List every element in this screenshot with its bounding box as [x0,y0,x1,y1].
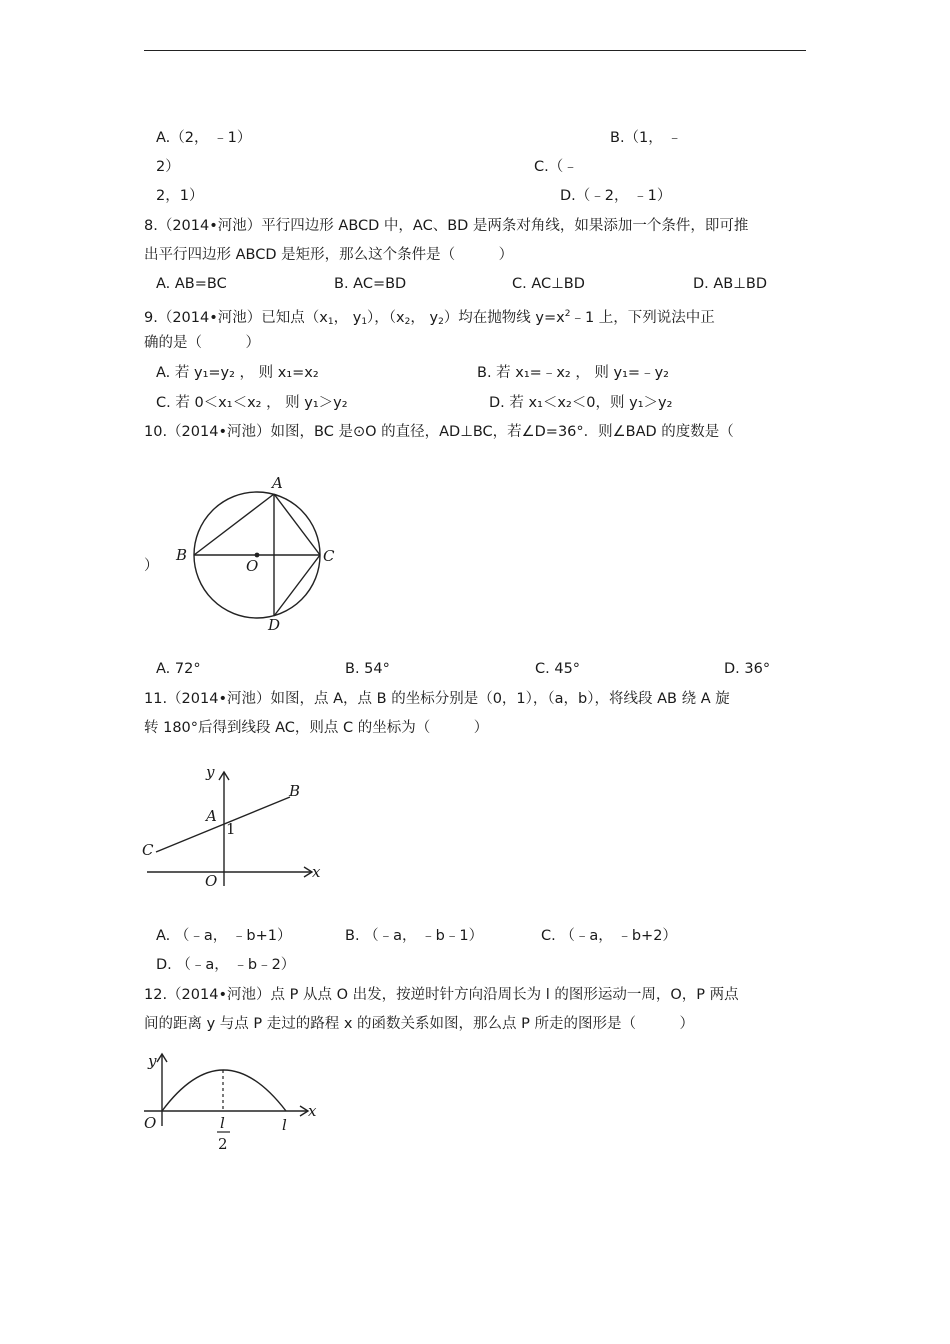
label-x: x [308,1102,317,1120]
label-half-denominator: 2 [218,1135,228,1153]
label-a: A [206,807,217,825]
q10-circle-figure [170,470,350,640]
q11-stem-line1: 11.（2014•河池）如图，点 A，点 B 的坐标分别是（0，1），（a，b），将线段 AB 绕 A 旋 [144,691,730,707]
q11-option-c: C. （﹣a， ﹣b+2） [541,928,677,944]
label-a: A [272,474,283,492]
label-c: C [142,841,154,859]
segment-ac [274,494,320,555]
q11-option-d: D. （﹣a， ﹣b﹣2） [156,957,296,973]
label-one: 1 [226,820,236,838]
segment-cd [274,555,320,616]
q10-paren-close: ） [144,558,159,574]
q7-option-c-line1: C.（﹣ [534,159,578,175]
label-o: O [144,1114,157,1132]
label-o: O [205,872,218,890]
q10-option-c: C. 45° [535,661,581,677]
q9-option-a: A. 若 y₁=y₂ ， 则 x₁=x₂ [156,365,319,381]
q7-option-d: D.（﹣2， ﹣1） [560,188,672,204]
q8-stem-line1: 8.（2014•河池）平行四边形 ABCD 中，AC、BD 是两条对角线，如果添加一个条件，即可推 [144,218,749,234]
q8-option-a: A. AB=BC [156,276,227,292]
label-half-numerator: l [220,1114,225,1132]
q10-option-d: D. 36° [724,661,771,677]
label-l: l [282,1116,287,1134]
label-b: B [289,782,301,800]
label-x: x [312,863,321,881]
graph-curve [162,1070,286,1111]
segment-cb [156,797,290,852]
q10-option-a: A. 72° [156,661,201,677]
label-d: D [268,616,281,634]
q7-option-c-line2: 2，1） [156,188,204,204]
label-o: O [246,557,259,575]
header-rule [144,50,806,51]
label-y: y [148,1052,157,1070]
q11-option-a: A. （﹣a， ﹣b+1） [156,928,292,944]
label-y: y [206,763,215,781]
q9-stem-line1: 9.（2014•河池）已知点（$x_1$， $y_1$），（$x_2$， $y_2$）均在抛物线 $y=x^2﹣1$ 上，下列说法中正 [144,309,715,327]
q8-option-b: B. AC=BD [334,276,407,292]
q12-stem-line2: 间的距离 y 与点 P 走过的路程 x 的函数关系如图，那么点 P 所走的图形是（ ） [144,1016,695,1032]
q11-coordinate-figure [138,762,328,892]
q7-option-a: A.（2， ﹣1） [156,130,252,146]
q12-stem-line1: 12.（2014•河池）点 P 从点 O 出发，按逆时针方向沿周长为 l 的图形运动一周，O，P 两点 [144,987,739,1003]
segment-ba [194,494,274,555]
q10-option-b: B. 54° [345,661,390,677]
q9-option-d: D. 若 x₁＜x₂＜0，则 y₁＞y₂ [489,395,673,411]
q11-stem-line2: 转 180°后得到线段 AC，则点 C 的坐标为（ ） [144,720,489,736]
q9-option-c: C. 若 0＜x₁＜x₂ ， 则 y₁＞y₂ [156,395,348,411]
q8-option-d: D. AB⊥BD [693,276,767,292]
q11-option-b: B. （﹣a， ﹣b﹣1） [345,928,484,944]
q12-function-graph [140,1048,330,1158]
q10-stem-line1: 10.（2014•河池）如图，BC 是⊙O 的直径，AD⊥BC，若∠D=36°．则∠BAD 的度数是（ [144,424,734,440]
q8-stem-line2: 出平行四边形 ABCD 是矩形，那么这个条件是（ ） [144,247,514,263]
label-b: B [176,546,188,564]
q9-stem-line2: 确的是（ ） [144,335,260,351]
q7-option-b-line1: B.（1， ﹣ [610,130,682,146]
q9-option-b: B. 若 x₁=﹣x₂ ， 则 y₁=﹣y₂ [477,365,669,381]
q8-option-c: C. AC⊥BD [512,276,585,292]
q7-option-b-line2: 2） [156,159,180,175]
label-c: C [323,547,335,565]
